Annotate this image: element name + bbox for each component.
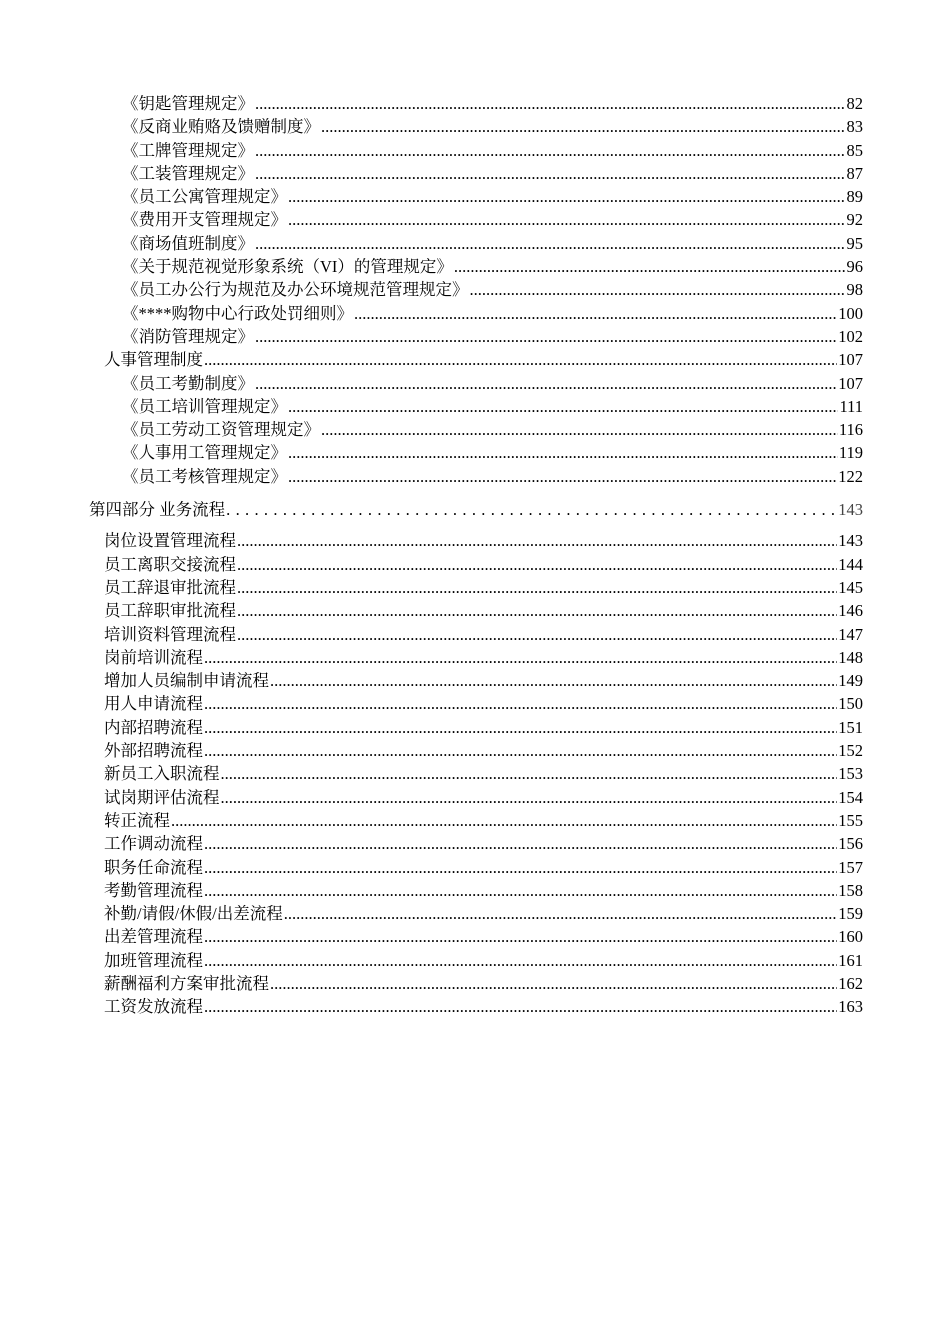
toc-entry[interactable] bbox=[0, 278, 863, 301]
toc-entry[interactable] bbox=[0, 208, 863, 231]
toc-leader-dots bbox=[255, 139, 846, 162]
toc-entry-label: 工资发放流程 bbox=[104, 997, 203, 1017]
toc-entry-page: 148 bbox=[838, 647, 863, 667]
toc-leader-dots bbox=[270, 669, 837, 692]
toc-entry-page: 155 bbox=[838, 810, 863, 830]
toc-entry-label: 《员工考核管理规定》 bbox=[122, 466, 287, 486]
toc-leader-dots bbox=[204, 925, 837, 948]
toc-entry[interactable] bbox=[0, 395, 863, 418]
toc-entry[interactable] bbox=[0, 92, 863, 115]
toc-entry-label: 人事管理制度 bbox=[104, 350, 203, 370]
toc-heading-hr-rules[interactable] bbox=[0, 348, 863, 371]
toc-leader-dots bbox=[288, 185, 846, 208]
toc-entry-label: 《钥匙管理规定》 bbox=[122, 94, 254, 113]
toc-entry-page: 159 bbox=[838, 904, 863, 924]
toc-entry-page: 87 bbox=[846, 163, 863, 183]
toc-entry[interactable] bbox=[0, 879, 863, 902]
toc-entry-label: 试岗期评估流程 bbox=[104, 787, 220, 807]
toc-entry[interactable] bbox=[0, 786, 863, 809]
toc-leader-dots bbox=[321, 115, 846, 138]
toc-entry-page: 147 bbox=[838, 624, 863, 644]
toc-entry-page: 111 bbox=[839, 396, 863, 416]
toc-entry-label: 《人事用工管理规定》 bbox=[122, 443, 287, 463]
toc-leader-dots bbox=[284, 902, 837, 925]
toc-entry-label: 培训资料管理流程 bbox=[104, 624, 236, 644]
toc-entry[interactable] bbox=[0, 669, 863, 692]
toc-entry-page: 163 bbox=[838, 997, 863, 1017]
toc-entry-page: 102 bbox=[838, 326, 863, 346]
toc-entry-label: 《员工办公行为规范及办公环境规范管理规定》 bbox=[122, 280, 469, 300]
toc-entry[interactable] bbox=[0, 162, 863, 185]
toc-entry-label: 《员工公寓管理规定》 bbox=[122, 187, 287, 207]
toc-leader-dots bbox=[288, 465, 837, 488]
toc-entry[interactable] bbox=[0, 902, 863, 925]
toc-entry-label: 薪酬福利方案审批流程 bbox=[104, 973, 269, 993]
toc-entry[interactable] bbox=[0, 302, 863, 325]
toc-entry-label: 岗位设置管理流程 bbox=[104, 531, 236, 551]
toc-entry-page: 158 bbox=[838, 880, 863, 900]
toc-entry-page: 150 bbox=[838, 694, 863, 714]
toc-section-business-process[interactable] bbox=[0, 498, 863, 521]
toc-entry[interactable] bbox=[0, 692, 863, 715]
toc-entry-label: 《员工劳动工资管理规定》 bbox=[122, 420, 320, 440]
toc-entry-page: 153 bbox=[838, 764, 863, 784]
toc-entry-label: 《****购物中心行政处罚细则》 bbox=[122, 303, 353, 323]
toc-entry-label: 《消防管理规定》 bbox=[122, 326, 254, 346]
toc-entry[interactable] bbox=[0, 925, 863, 948]
toc-entry-page: 160 bbox=[838, 927, 863, 947]
toc-entry-page: 98 bbox=[846, 280, 863, 300]
toc-entry-page: 82 bbox=[846, 94, 863, 113]
toc-entry[interactable] bbox=[0, 553, 863, 576]
toc-leader-dots bbox=[171, 809, 837, 832]
toc-entry-page: 89 bbox=[846, 187, 863, 207]
toc-leader-dots bbox=[288, 208, 846, 231]
toc-entry[interactable] bbox=[0, 716, 863, 739]
toc-entry-label: 补勤/请假/休假/出差流程 bbox=[104, 904, 283, 924]
toc-entry[interactable] bbox=[0, 325, 863, 348]
toc-entry[interactable] bbox=[0, 465, 863, 488]
toc-entry-page: 119 bbox=[838, 443, 863, 463]
toc-entry[interactable] bbox=[0, 739, 863, 762]
toc-entry[interactable] bbox=[0, 599, 863, 622]
toc-entry-label: 《关于规范视觉形象系统（VI）的管理规定》 bbox=[122, 257, 453, 277]
toc-leader-dots bbox=[237, 623, 837, 646]
toc-entry[interactable] bbox=[0, 949, 863, 972]
toc-leader-dots bbox=[255, 372, 837, 395]
toc-entry-label: 《工装管理规定》 bbox=[122, 163, 254, 183]
toc-entry[interactable] bbox=[0, 418, 863, 441]
toc-leader-dots bbox=[204, 995, 837, 1018]
toc-entry-label: 转正流程 bbox=[104, 810, 170, 830]
toc-entry[interactable] bbox=[0, 185, 863, 208]
toc-entry-page: 143 bbox=[838, 531, 863, 551]
toc-entry[interactable] bbox=[0, 139, 863, 162]
toc-leader-dots bbox=[321, 418, 838, 441]
toc-entry[interactable] bbox=[0, 255, 863, 278]
toc-entry[interactable] bbox=[0, 115, 863, 138]
toc-entry-page: 122 bbox=[838, 466, 863, 486]
toc-entry-page: 85 bbox=[846, 140, 863, 160]
toc-entry-label: 工作调动流程 bbox=[104, 834, 203, 854]
toc-entry-page: 107 bbox=[838, 350, 863, 370]
toc-entry-label: 员工辞退审批流程 bbox=[104, 577, 236, 597]
toc-leader-dots bbox=[255, 325, 837, 348]
toc-entry[interactable] bbox=[0, 809, 863, 832]
toc-leader-dots bbox=[237, 576, 837, 599]
toc-entry-label: 加班管理流程 bbox=[104, 950, 203, 970]
toc-leader-dots bbox=[288, 395, 838, 418]
toc-group-hr-rules bbox=[0, 372, 950, 488]
toc-leader-dots bbox=[221, 762, 838, 785]
toc-entry-label: 《员工培训管理规定》 bbox=[122, 396, 287, 416]
toc-leader-dots bbox=[204, 348, 837, 371]
toc-entry-label: 《费用开支管理规定》 bbox=[122, 210, 287, 230]
toc-entry-label: 岗前培训流程 bbox=[104, 647, 203, 667]
toc-entry-label: 新员工入职流程 bbox=[104, 764, 220, 784]
toc-entry-page: 152 bbox=[838, 741, 863, 761]
toc-leader-dots bbox=[226, 498, 837, 521]
toc-leader-dots bbox=[204, 739, 837, 762]
toc-leader-dots bbox=[354, 302, 837, 325]
toc-leader-dots bbox=[255, 92, 846, 115]
toc-entry-label: 员工辞职审批流程 bbox=[104, 601, 236, 621]
toc-leader-dots bbox=[255, 232, 846, 255]
toc-entry-page: 116 bbox=[838, 420, 863, 440]
toc-leader-dots bbox=[204, 949, 837, 972]
toc-entry-page: 144 bbox=[838, 554, 863, 574]
toc-leader-dots bbox=[204, 856, 837, 879]
toc-entry-page: 96 bbox=[846, 257, 863, 277]
toc-leader-dots bbox=[237, 529, 837, 552]
toc-entry-page: 151 bbox=[838, 717, 863, 737]
toc-leader-dots bbox=[288, 441, 838, 464]
toc-leader-dots bbox=[204, 646, 837, 669]
toc-entry-label: 考勤管理流程 bbox=[104, 880, 203, 900]
toc-leader-dots bbox=[204, 716, 837, 739]
table-of-contents bbox=[0, 92, 950, 1019]
toc-entry[interactable] bbox=[0, 832, 863, 855]
toc-entry[interactable] bbox=[0, 232, 863, 255]
toc-leader-dots bbox=[204, 879, 837, 902]
toc-entry-page: 157 bbox=[838, 857, 863, 877]
toc-entry-page: 149 bbox=[838, 671, 863, 691]
toc-entry[interactable] bbox=[0, 372, 863, 395]
toc-entry-label: 《反商业贿赂及馈赠制度》 bbox=[122, 117, 320, 137]
toc-entry-page: 83 bbox=[846, 117, 863, 137]
toc-entry-label: 出差管理流程 bbox=[104, 927, 203, 947]
toc-leader-dots bbox=[454, 255, 846, 278]
toc-entry-label: 用人申请流程 bbox=[104, 694, 203, 714]
toc-leader-dots bbox=[221, 786, 838, 809]
toc-entry-page: 92 bbox=[846, 210, 863, 230]
toc-entry[interactable] bbox=[0, 441, 863, 464]
toc-leader-dots bbox=[204, 832, 837, 855]
toc-group-admin-rules bbox=[0, 92, 950, 348]
toc-entry-label: 内部招聘流程 bbox=[104, 717, 203, 737]
toc-entry-page: 100 bbox=[838, 303, 863, 323]
toc-entry-label: 《工牌管理规定》 bbox=[122, 140, 254, 160]
section-title: 第四部分 业务流程 bbox=[89, 500, 226, 520]
toc-entry[interactable] bbox=[0, 972, 863, 995]
toc-entry[interactable] bbox=[0, 762, 863, 785]
toc-leader-dots bbox=[204, 692, 837, 715]
toc-entry-page: 146 bbox=[838, 601, 863, 621]
toc-entry-label: 职务任命流程 bbox=[104, 857, 203, 877]
toc-entry-label: 员工离职交接流程 bbox=[104, 554, 236, 574]
toc-entry-page: 107 bbox=[838, 373, 863, 393]
toc-entry[interactable] bbox=[0, 529, 863, 552]
toc-leader-dots bbox=[237, 599, 837, 622]
toc-leader-dots bbox=[255, 162, 846, 185]
toc-entry[interactable] bbox=[0, 646, 863, 669]
section-page: 143 bbox=[838, 500, 863, 520]
toc-leader-dots bbox=[470, 278, 846, 301]
toc-leader-dots bbox=[237, 553, 837, 576]
toc-entry-label: 外部招聘流程 bbox=[104, 741, 203, 761]
toc-entry[interactable] bbox=[0, 623, 863, 646]
toc-entry-page: 156 bbox=[838, 834, 863, 854]
toc-entry-page: 145 bbox=[838, 577, 863, 597]
toc-entry-label: 增加人员编制申请流程 bbox=[104, 671, 269, 691]
toc-entry[interactable] bbox=[0, 995, 863, 1018]
toc-entry-label: 《商场值班制度》 bbox=[122, 233, 254, 253]
toc-group-processes bbox=[0, 529, 950, 1018]
toc-entry[interactable] bbox=[0, 576, 863, 599]
toc-entry-page: 162 bbox=[838, 973, 863, 993]
toc-leader-dots bbox=[270, 972, 837, 995]
toc-entry-label: 《员工考勤制度》 bbox=[122, 373, 254, 393]
toc-entry[interactable] bbox=[0, 856, 863, 879]
toc-entry-page: 154 bbox=[838, 787, 863, 807]
toc-entry-page: 95 bbox=[846, 233, 863, 253]
toc-entry-page: 161 bbox=[838, 950, 863, 970]
